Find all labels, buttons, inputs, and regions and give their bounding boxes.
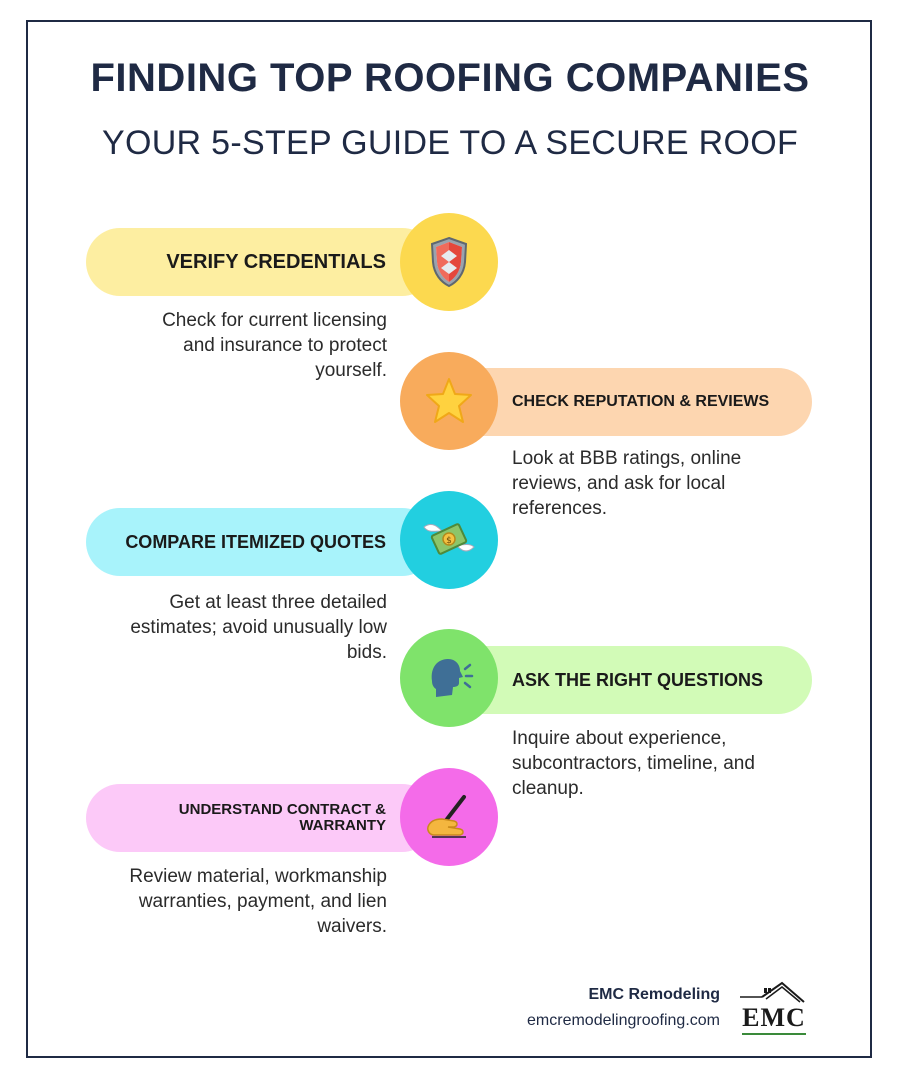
step-4-pill	[450, 646, 812, 714]
step-5-description: Review material, workmanship warranties, payment, and lien waivers.	[129, 866, 387, 937]
company-logo	[738, 980, 810, 1036]
shield-icon	[429, 236, 469, 288]
step-2-pill	[450, 368, 812, 436]
step-2-circle	[400, 352, 498, 450]
step-1-circle	[400, 213, 498, 311]
company-website[interactable]: emcremodelingroofing.com	[527, 1012, 720, 1029]
step-1-label: VERIFY CREDENTIALS	[166, 250, 386, 273]
page-title: FINDING TOP ROOFING COMPANIES	[90, 56, 810, 100]
step-4-circle	[400, 629, 498, 727]
logo-text: EMC	[742, 1003, 806, 1032]
step-4-label: ASK THE RIGHT QUESTIONS	[512, 669, 764, 690]
step-3-description: Get at least three detailed estimates; avoid unusually low bids.	[130, 592, 387, 663]
step-4-description: Inquire about experience, subcontractors, timeline, and cleanup.	[512, 728, 755, 799]
step-2-description: Look at BBB ratings, online reviews, and ask for local references.	[512, 448, 742, 519]
step-5-label: UNDERSTAND CONTRACT & WARRANTY	[178, 801, 386, 834]
step-2-label: CHECK REPUTATION & REVIEWS	[512, 393, 770, 410]
step-3-circle	[400, 491, 498, 589]
step-1-pill	[86, 228, 436, 296]
step-5-circle	[400, 768, 498, 866]
step-1-description: Check for current licensing and insurance to protect yourself.	[162, 310, 387, 381]
speaking-head-icon	[424, 655, 474, 701]
step-3-pill	[86, 508, 436, 576]
company-name: EMC Remodeling	[588, 986, 720, 1003]
money-with-wings-icon	[420, 517, 478, 563]
writing-hand-icon	[424, 793, 474, 841]
step-5-pill	[86, 784, 436, 852]
star-icon	[424, 377, 474, 425]
step-3-label: COMPARE ITEMIZED QUOTES	[125, 531, 386, 552]
svg-text:$: $	[446, 536, 452, 546]
page-subtitle: YOUR 5-STEP GUIDE TO A SECURE ROOF	[101, 124, 799, 162]
logo-underline	[742, 1033, 806, 1035]
